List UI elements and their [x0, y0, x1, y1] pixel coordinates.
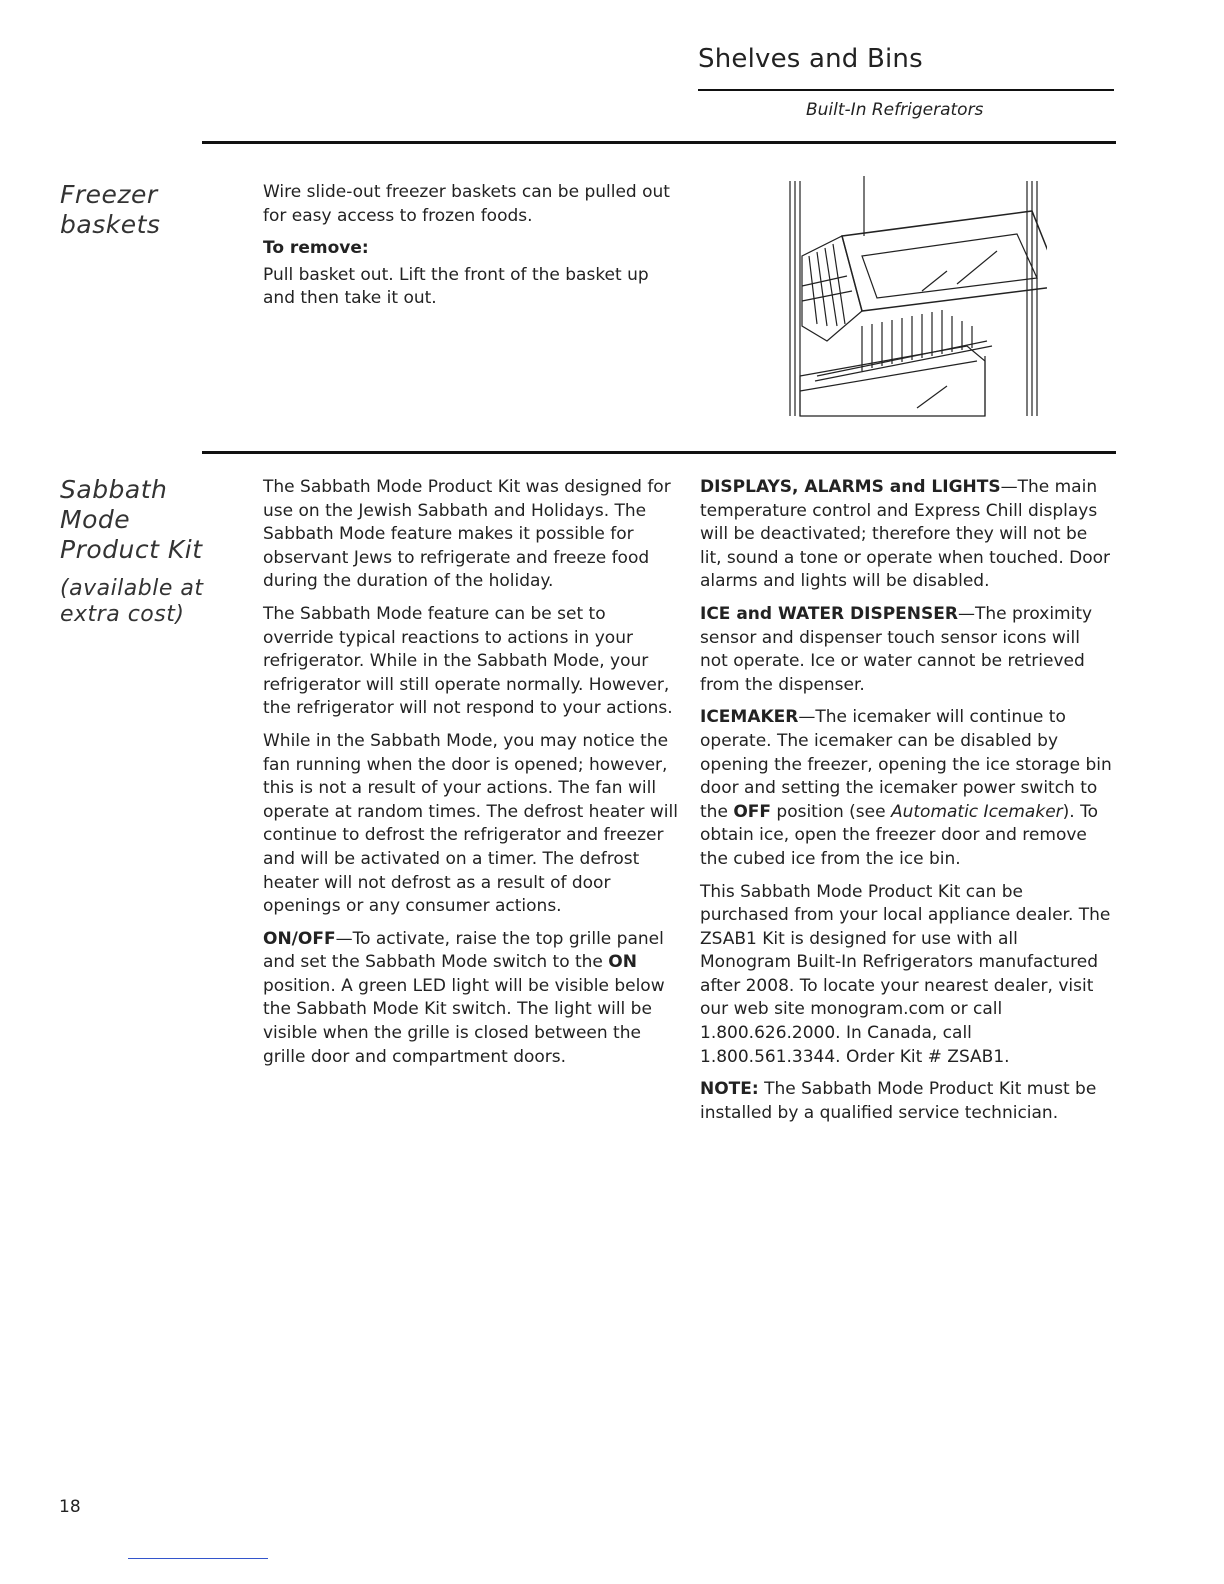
icemaker-reference: Automatic Icemaker [890, 801, 1063, 822]
kit-purchase-paragraph: This Sabbath Mode Product Kit can be purchased from your local appliance dealer. The ZSAB1 Kit is designed for use with all Monogram Built-In Refrigerators manufactured after 2008. To locate your nearest dealer, visit our web site monogram.com or call 1.800.626.2000. In Canada, call 1.800.561.3344. Order Kit # ZSAB1. [700, 881, 1111, 1067]
freezer-baskets-text [263, 181, 683, 320]
section-divider-middle [202, 451, 1116, 454]
ice-dispenser-text: —The proximity sensor and dispenser touch sensor icons will not operate. Ice or water cannot be retrieved from the dispenser. [700, 603, 1093, 695]
note-line: extra cost) [60, 602, 185, 627]
freezer-intro: Wire slide-out freezer baskets can be pulled out for easy access to frozen foods. [263, 182, 670, 226]
onoff-text: —To activate, raise the top grille panel and set the Sabbath Mode switch to the [263, 928, 664, 973]
section-divider-top [202, 141, 1116, 144]
ice-dispenser-paragraph [700, 603, 1112, 697]
heading-line: Mode [60, 505, 131, 534]
heading-line: Product Kit [60, 535, 203, 564]
sabbath-paragraph: The Sabbath Mode Product Kit was designed for use on the Jewish Sabbath and Holidays. The Sabbath Mode feature makes it possible for observant Jews to refrigerate and freeze food during the duration of the holiday. [263, 477, 671, 592]
sabbath-column-2 [700, 476, 1112, 1134]
displays-label: DISPLAYS, ALARMS and LIGHTS [700, 477, 1001, 497]
off-keyword: OFF [733, 801, 771, 822]
page-number: 18 [59, 1497, 81, 1517]
icemaker-label: ICEMAKER [700, 707, 799, 728]
sabbath-column-1 [263, 476, 681, 1078]
displays-paragraph [700, 476, 1112, 594]
icemaker-text: position (see [771, 801, 891, 822]
sabbath-cost-note [60, 576, 203, 628]
ice-dispenser-label: ICE and WATER DISPENSER [700, 603, 958, 624]
onoff-text: position. A green LED light will be visible below the Sabbath Mode Kit switch. The light will be visible when the grille is closed between the grille door and compartment doors. [263, 975, 665, 1067]
freezer-baskets-heading [60, 180, 160, 240]
note-label: NOTE: [700, 1079, 759, 1100]
sabbath-paragraph: The Sabbath Mode feature can be set to override typical reactions to actions in your refrigerator. While in the Sabbath Mode, your refrigerator will still operate normally. However, the refrigerator will not respond to your actions. [263, 603, 673, 719]
displays-text: —The main temperature control and Express Chill displays will be deactivated; therefore they will not be lit, sound a tone or operate when touched. Door alarms and lights will be disabled. [700, 477, 1111, 592]
on-keyword: ON [608, 952, 637, 973]
remove-instructions: Pull basket out. Lift the front of the basket up and then take it out. [263, 264, 649, 309]
icemaker-text: ). To obtain ice, open the freezer door and remove the cubed ice from the ice bin. [700, 801, 1098, 869]
onoff-paragraph [263, 928, 681, 1070]
icemaker-paragraph [700, 706, 1112, 871]
heading-line: baskets [60, 210, 161, 239]
onoff-label: ON/OFF [263, 928, 336, 949]
sabbath-paragraph: While in the Sabbath Mode, you may notice the fan running when the door is opened; however, this is not a result of your actions. The fan will operate at random times. The defrost heater will continue to defrost the refrigerator and freezer and will be activated on a timer. The defrost heater will not defrost as a result of door openings or any consumer actions. [263, 730, 678, 917]
page-title: Shelves and Bins [698, 44, 923, 74]
page-subtitle: Built-In Refrigerators [806, 100, 984, 120]
to-remove-label: To remove: [263, 238, 369, 259]
freezer-basket-illustration-icon [787, 176, 1047, 421]
note-paragraph [700, 1078, 1112, 1125]
note-line: (available at [60, 576, 204, 601]
note-text: The Sabbath Mode Product Kit must be installed by a qualified service technician. [700, 1079, 1097, 1123]
heading-line: Sabbath [60, 475, 168, 504]
icemaker-text: —The icemaker will continue to operate. The icemaker can be disabled by opening the freezer, opening the ice storage bin door and setting the icemaker power switch to the [700, 707, 1112, 822]
sabbath-heading [60, 475, 203, 565]
header-divider [698, 89, 1114, 91]
footer-rule [128, 1558, 268, 1559]
heading-line: Freezer [60, 180, 158, 209]
